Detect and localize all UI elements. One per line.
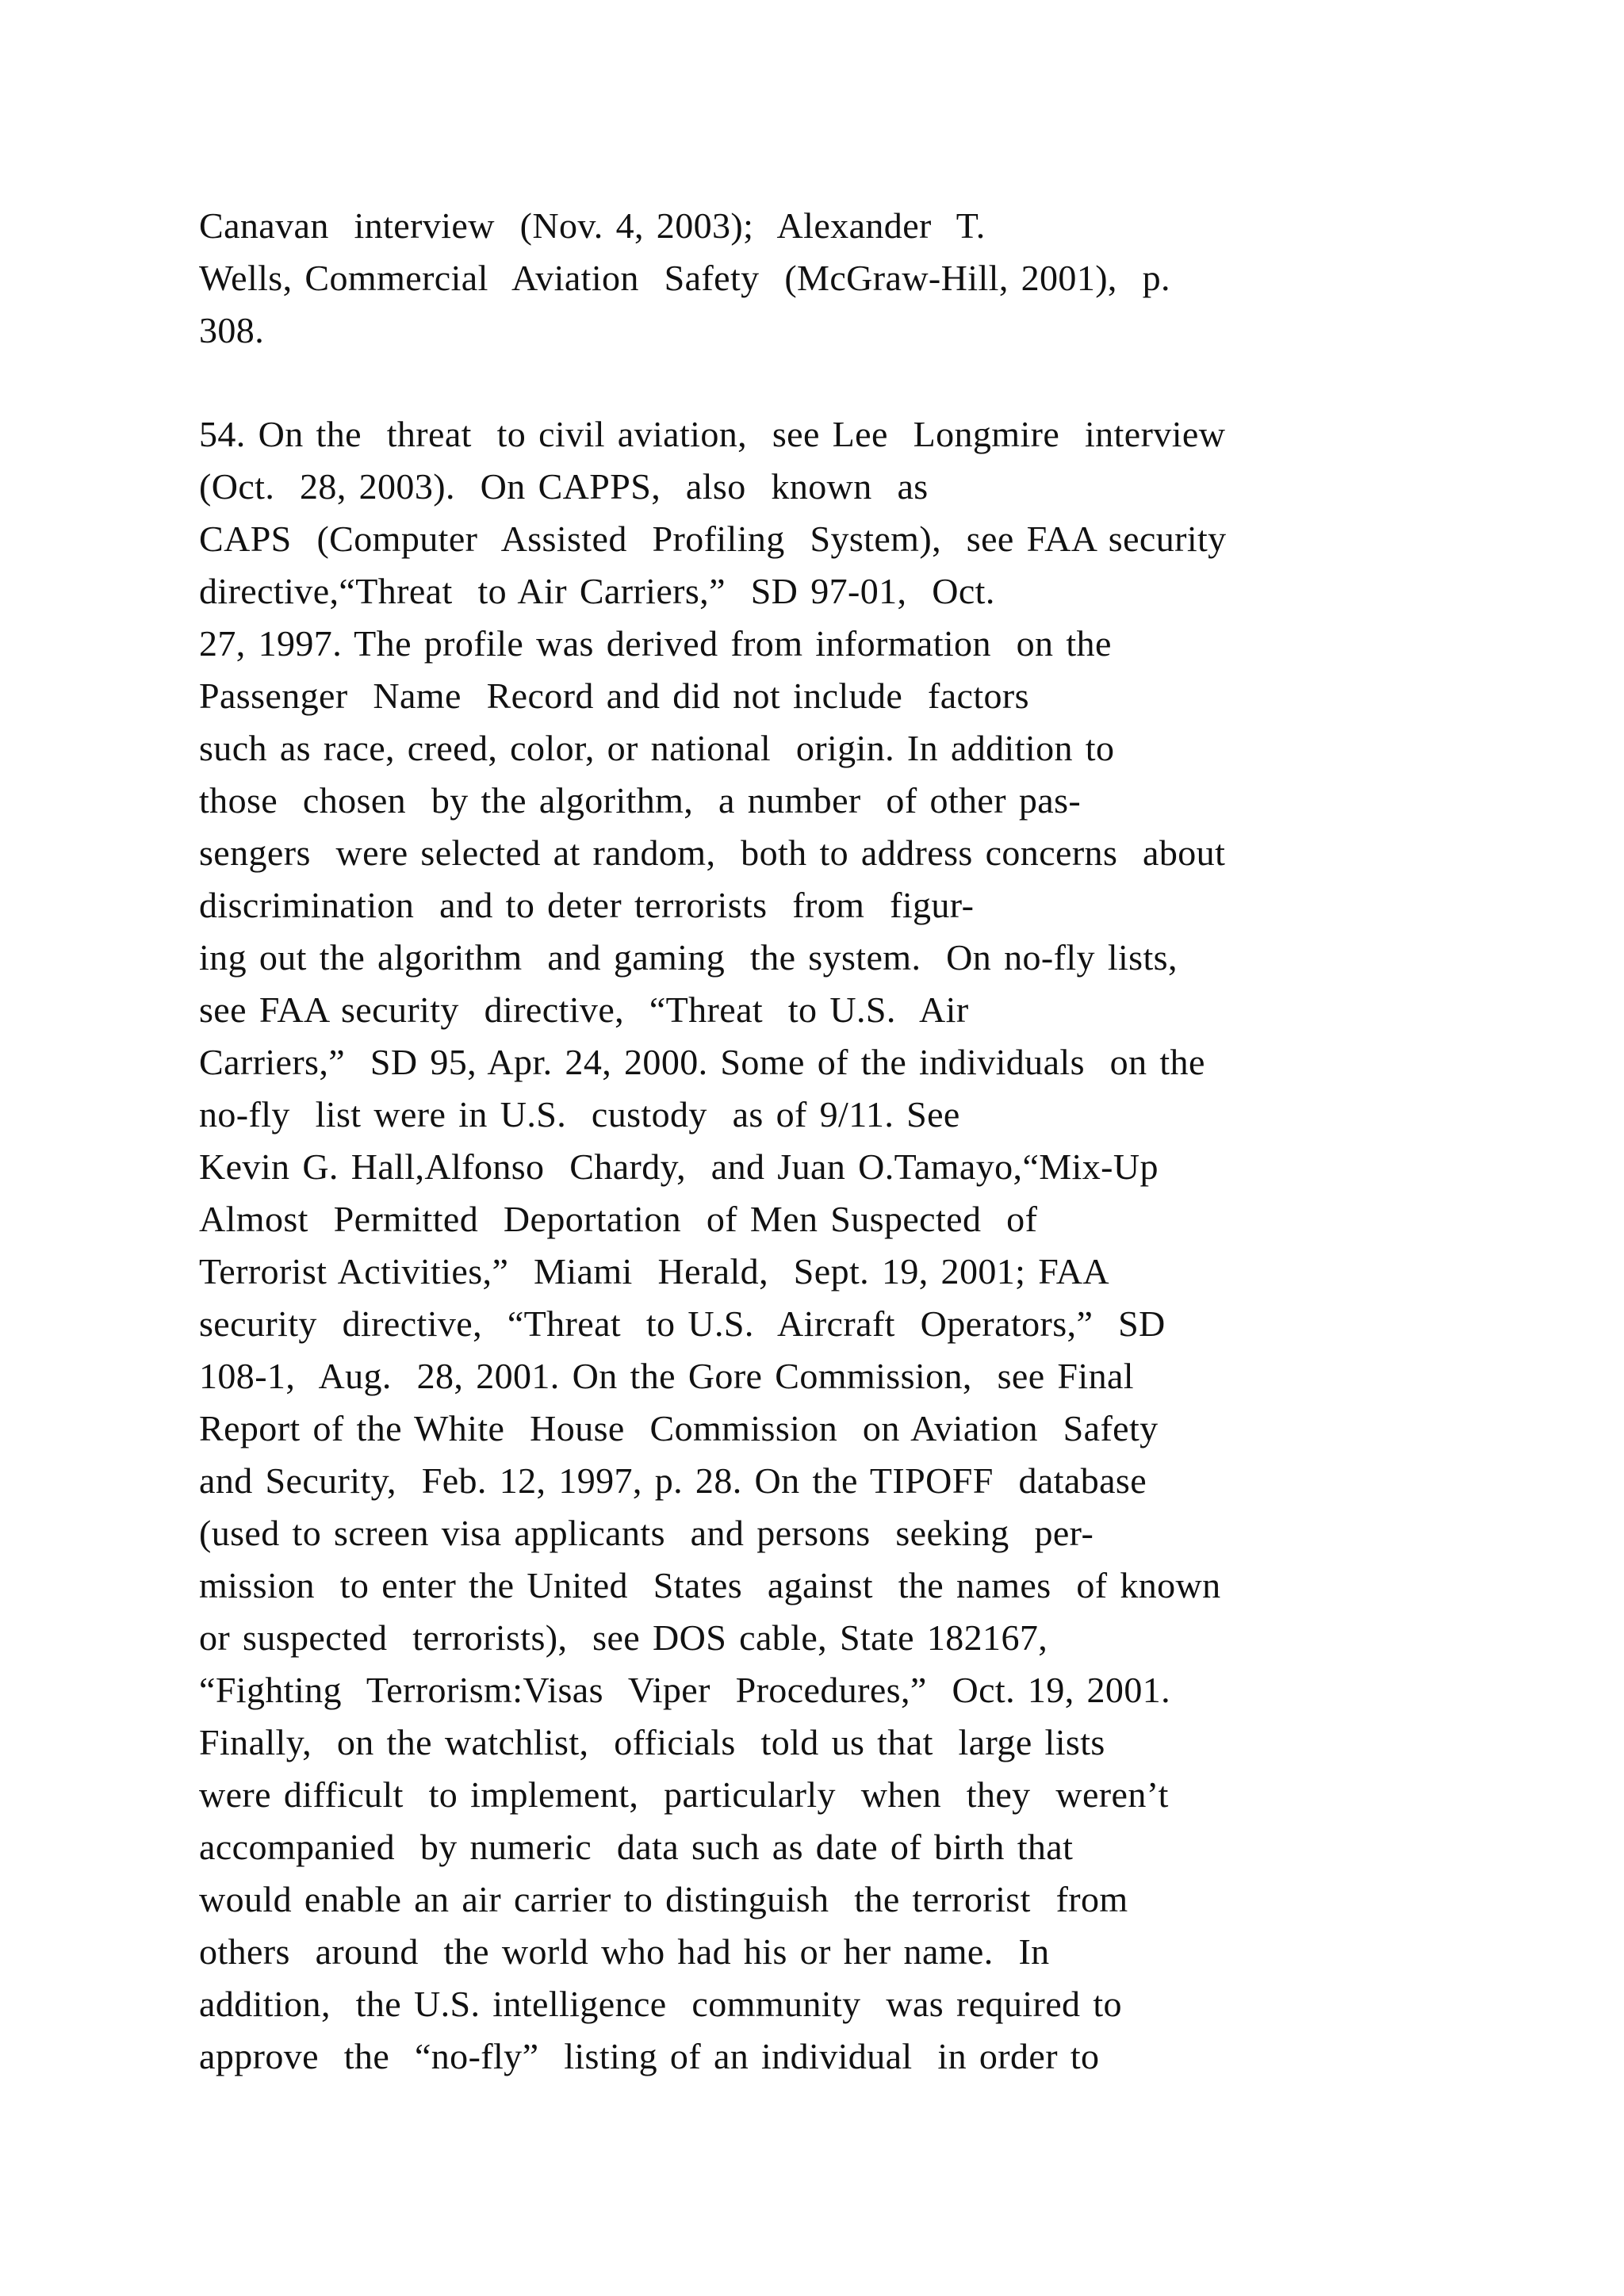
text-line: would enable an air carrier to distinguish the terrorist from	[199, 1879, 1128, 1919]
text-line: mission to enter the United States against the names of known	[199, 1565, 1221, 1605]
text-line: approve the “no-fly” listing of an individual in order to	[199, 2036, 1100, 2076]
text-line: addition, the U.S. intelligence community was required to	[199, 1984, 1122, 2024]
text-line: “Fighting Terrorism:Visas Viper Procedures,” Oct. 19, 2001.	[199, 1670, 1171, 1710]
text-line: Report of the White House Commission on Aviation Safety	[199, 1408, 1159, 1448]
text-line: Passenger Name Record and did not include factors	[199, 675, 1029, 716]
text-line: discrimination and to deter terrorists from figur-	[199, 885, 975, 925]
text-line: Almost Permitted Deportation of Men Suspected of	[199, 1199, 1038, 1239]
text-line: Carriers,” SD 95, Apr. 24, 2000. Some of the individuals on the	[199, 1042, 1205, 1082]
text-line: ing out the algorithm and gaming the system. On no-fly lists,	[199, 937, 1178, 978]
text-line: Wells, Commercial Aviation Safety (McGraw-Hill, 2001), p.	[199, 258, 1170, 298]
text-line: no-fly list were in U.S. custody as of 9/11. See	[199, 1094, 960, 1135]
text-line: Finally, on the watchlist, officials told us that large lists	[199, 1722, 1105, 1762]
text-line: 308.	[199, 310, 265, 350]
text-line: 27, 1997. The profile was derived from information on the	[199, 623, 1112, 664]
text-line: (used to screen visa applicants and persons seeking per-	[199, 1513, 1094, 1553]
text-line: accompanied by numeric data such as date of birth that	[199, 1827, 1074, 1867]
text-line: (Oct. 28, 2003). On CAPPS, also known as	[199, 466, 929, 507]
text-line: those chosen by the algorithm, a number of other pas-	[199, 780, 1082, 821]
text-line: Terrorist Activities,” Miami Herald, Sept. 19, 2001; FAA	[199, 1251, 1110, 1292]
text-line: others around the world who had his or her name. In	[199, 1931, 1050, 1972]
text-line: such as race, creed, color, or national origin. In addition to	[199, 728, 1115, 768]
text-line: security directive, “Threat to U.S. Aircraft Operators,” SD	[199, 1303, 1166, 1344]
text-line: CAPS (Computer Assisted Profiling System), see FAA security	[199, 519, 1227, 559]
text-line: sengers were selected at random, both to address concerns about	[199, 832, 1226, 873]
text-line: Kevin G. Hall,Alfonso Chardy, and Juan O.Tamayo,“Mix-Up	[199, 1146, 1159, 1187]
text-line: 108-1, Aug. 28, 2001. On the Gore Commission, see Final	[199, 1356, 1134, 1396]
text-line: directive,“Threat to Air Carriers,” SD 97-01, Oct.	[199, 571, 995, 611]
text-line: or suspected terrorists), see DOS cable, State 182167,	[199, 1617, 1048, 1658]
text-line: Canavan interview (Nov. 4, 2003); Alexander T.	[199, 205, 986, 246]
text-line: and Security, Feb. 12, 1997, p. 28. On the TIPOFF database	[199, 1460, 1147, 1501]
text-line: 54. On the threat to civil aviation, see Lee Longmire interview	[199, 414, 1226, 454]
text-line: see FAA security directive, “Threat to U.S. Air	[199, 989, 969, 1030]
text-line: were difficult to implement, particularly when they weren’t	[199, 1774, 1169, 1815]
